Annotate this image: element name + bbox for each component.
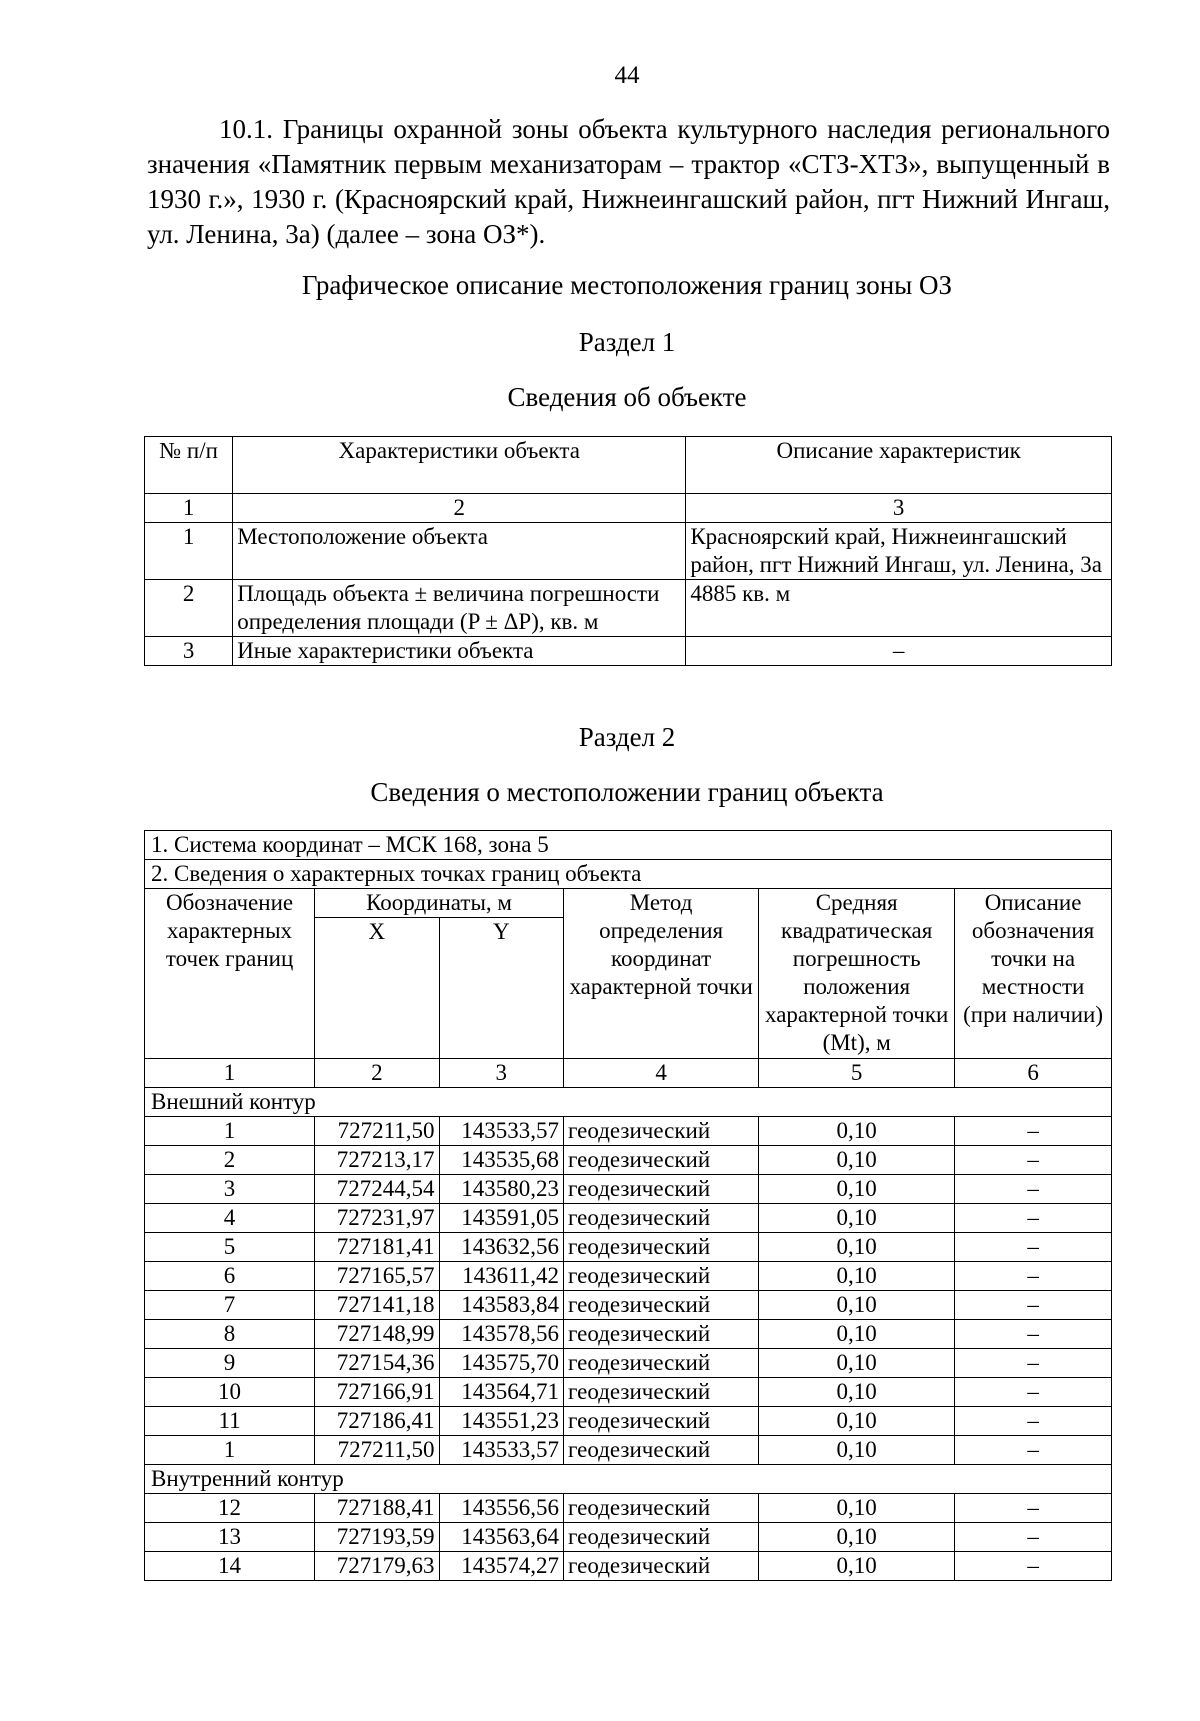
row-number: 3 bbox=[145, 637, 233, 666]
point-x: 727231,97 bbox=[315, 1204, 439, 1233]
row-number: 2 bbox=[145, 580, 233, 637]
table-row bbox=[145, 1175, 1112, 1204]
row-name: Площадь объекта ± величина погрешности определения площади (P ± ΔP), кв. м bbox=[233, 580, 686, 637]
point-y: 143632,56 bbox=[439, 1233, 563, 1262]
point-method: геодезический bbox=[564, 1117, 759, 1146]
points-title-row bbox=[145, 860, 1112, 889]
point-method: геодезический bbox=[564, 1349, 759, 1378]
col-number: 3 bbox=[686, 494, 1112, 523]
point-number: 7 bbox=[145, 1291, 315, 1320]
point-x: 727165,57 bbox=[315, 1262, 439, 1291]
point-number: 1 bbox=[145, 1117, 315, 1146]
row-name: Иные характеристики объекта bbox=[233, 637, 686, 666]
point-x: 727213,17 bbox=[315, 1146, 439, 1175]
table-row bbox=[145, 1523, 1112, 1552]
table-row bbox=[145, 1146, 1112, 1175]
point-method: геодезический bbox=[564, 1523, 759, 1552]
section2-title: Раздел 2 bbox=[578, 722, 676, 752]
point-x: 727188,41 bbox=[315, 1494, 439, 1523]
point-method: геодезический bbox=[564, 1262, 759, 1291]
point-error: 0,10 bbox=[759, 1349, 955, 1378]
point-y: 143574,27 bbox=[439, 1552, 563, 1581]
point-method: геодезический bbox=[564, 1407, 759, 1436]
header-point-description: Описание обозначения точки на местности (при наличии) bbox=[955, 889, 1112, 1059]
table-row bbox=[145, 1436, 1112, 1465]
header-description: Описание характеристик bbox=[686, 437, 1112, 494]
section1-subtitle: Сведения об объекте bbox=[507, 382, 747, 412]
table-row bbox=[145, 1320, 1112, 1349]
point-y: 143575,70 bbox=[439, 1349, 563, 1378]
point-number: 14 bbox=[145, 1552, 315, 1581]
point-number: 2 bbox=[145, 1146, 315, 1175]
inner-contour-label: Внутренний контур bbox=[145, 1465, 1112, 1494]
point-error: 0,10 bbox=[759, 1378, 955, 1407]
point-method: геодезический bbox=[564, 1320, 759, 1349]
inner-contour-body bbox=[145, 1494, 1112, 1581]
table-row bbox=[145, 1204, 1112, 1233]
row-name: Местоположение объекта bbox=[233, 523, 686, 580]
point-description: – bbox=[955, 1117, 1112, 1146]
point-error: 0,10 bbox=[759, 1523, 955, 1552]
point-description: – bbox=[955, 1523, 1112, 1552]
point-description: – bbox=[955, 1494, 1112, 1523]
outer-contour-label: Внешний контур bbox=[145, 1088, 1112, 1117]
point-y: 143551,23 bbox=[439, 1407, 563, 1436]
table-row bbox=[145, 1262, 1112, 1291]
header-x: X bbox=[315, 918, 439, 1059]
header-designation: Обозначение характерных точек границ bbox=[145, 889, 315, 1059]
col-number: 3 bbox=[439, 1059, 563, 1088]
intro-paragraph: 10.1. Границы охранной зоны объекта культурного наследия регионального значения «Памятник первым механизаторам – трактор «СТЗ-ХТЗ», выпущенный в 1930 г.», 1930 г. (Красноярский край, Нижнеингашский район, пгт Нижний Ингаш, ул. Ленина, 3а) (далее – зона ОЗ*). bbox=[147, 114, 1110, 249]
row-number: 1 bbox=[145, 523, 233, 580]
point-x: 727179,63 bbox=[315, 1552, 439, 1581]
point-y: 143535,68 bbox=[439, 1146, 563, 1175]
point-number: 10 bbox=[145, 1378, 315, 1407]
outer-contour-body bbox=[145, 1117, 1112, 1465]
point-number: 12 bbox=[145, 1494, 315, 1523]
col-number: 1 bbox=[145, 494, 233, 523]
point-method: геодезический bbox=[564, 1146, 759, 1175]
point-x: 727211,50 bbox=[315, 1117, 439, 1146]
point-error: 0,10 bbox=[759, 1175, 955, 1204]
table-row bbox=[145, 637, 1112, 666]
table-header-row bbox=[145, 889, 1112, 918]
point-y: 143578,56 bbox=[439, 1320, 563, 1349]
point-error: 0,10 bbox=[759, 1291, 955, 1320]
point-description: – bbox=[955, 1291, 1112, 1320]
point-y: 143564,71 bbox=[439, 1378, 563, 1407]
table-row bbox=[145, 1552, 1112, 1581]
point-number: 6 bbox=[145, 1262, 315, 1291]
col-number: 5 bbox=[759, 1059, 955, 1088]
col-number: 6 bbox=[955, 1059, 1112, 1088]
point-y: 143611,42 bbox=[439, 1262, 563, 1291]
point-method: геодезический bbox=[564, 1291, 759, 1320]
header-y: Y bbox=[439, 918, 563, 1059]
point-x: 727186,41 bbox=[315, 1407, 439, 1436]
point-error: 0,10 bbox=[759, 1233, 955, 1262]
point-y: 143583,84 bbox=[439, 1291, 563, 1320]
header-number: № п/п bbox=[145, 437, 233, 494]
header-coords: Координаты, м bbox=[315, 889, 564, 918]
point-y: 143580,23 bbox=[439, 1175, 563, 1204]
page-number: 44 bbox=[614, 62, 640, 89]
table-header-row bbox=[145, 437, 1112, 494]
point-number: 8 bbox=[145, 1320, 315, 1349]
point-description: – bbox=[955, 1407, 1112, 1436]
table-row bbox=[145, 1291, 1112, 1320]
boundary-points-table bbox=[144, 830, 1112, 1581]
point-method: геодезический bbox=[564, 1204, 759, 1233]
header-method: Метод определения координат характерной точки bbox=[564, 889, 759, 1059]
table-row bbox=[145, 580, 1112, 637]
points-title: 2. Сведения о характерных точках границ объекта bbox=[145, 860, 1112, 889]
point-number: 9 bbox=[145, 1349, 315, 1378]
point-y: 143533,57 bbox=[439, 1436, 563, 1465]
point-x: 727193,59 bbox=[315, 1523, 439, 1552]
point-x: 727181,41 bbox=[315, 1233, 439, 1262]
point-method: геодезический bbox=[564, 1233, 759, 1262]
point-number: 11 bbox=[145, 1407, 315, 1436]
point-y: 143533,57 bbox=[439, 1117, 563, 1146]
col-number: 1 bbox=[145, 1059, 315, 1088]
section1-title: Раздел 1 bbox=[578, 327, 676, 357]
point-method: геодезический bbox=[564, 1436, 759, 1465]
column-number-row bbox=[145, 1059, 1112, 1088]
row-value: 4885 кв. м bbox=[686, 580, 1112, 637]
header-characteristics: Характеристики объекта bbox=[233, 437, 686, 494]
table-row bbox=[145, 1378, 1112, 1407]
point-error: 0,10 bbox=[759, 1552, 955, 1581]
section2-subtitle: Сведения о местоположении границ объекта bbox=[370, 777, 884, 807]
row-value: – bbox=[686, 637, 1112, 666]
point-error: 0,10 bbox=[759, 1407, 955, 1436]
point-error: 0,10 bbox=[759, 1146, 955, 1175]
point-number: 13 bbox=[145, 1523, 315, 1552]
coord-system: 1. Система координат – МСК 168, зона 5 bbox=[145, 831, 1112, 860]
outer-contour-row bbox=[145, 1088, 1112, 1117]
point-description: – bbox=[955, 1320, 1112, 1349]
col-number: 2 bbox=[233, 494, 686, 523]
point-error: 0,10 bbox=[759, 1117, 955, 1146]
graphic-description-heading: Графическое описание местоположения границ зоны ОЗ bbox=[301, 270, 953, 300]
table-row bbox=[145, 523, 1112, 580]
inner-contour-row bbox=[145, 1465, 1112, 1494]
point-x: 727154,36 bbox=[315, 1349, 439, 1378]
header-error: Средняя квадратическая погрешность положения характерной точки (Mt), м bbox=[759, 889, 955, 1059]
point-description: – bbox=[955, 1436, 1112, 1465]
point-error: 0,10 bbox=[759, 1204, 955, 1233]
point-description: – bbox=[955, 1146, 1112, 1175]
point-x: 727211,50 bbox=[315, 1436, 439, 1465]
row-value: Красноярский край, Нижнеингашский район, пгт Нижний Ингаш, ул. Ленина, 3а bbox=[686, 523, 1112, 580]
point-description: – bbox=[955, 1262, 1112, 1291]
point-x: 727148,99 bbox=[315, 1320, 439, 1349]
table-row bbox=[145, 1494, 1112, 1523]
point-number: 4 bbox=[145, 1204, 315, 1233]
column-number-row bbox=[145, 494, 1112, 523]
table-row bbox=[145, 1349, 1112, 1378]
point-number: 1 bbox=[145, 1436, 315, 1465]
point-description: – bbox=[955, 1378, 1112, 1407]
point-description: – bbox=[955, 1349, 1112, 1378]
point-description: – bbox=[955, 1204, 1112, 1233]
point-y: 143563,64 bbox=[439, 1523, 563, 1552]
point-description: – bbox=[955, 1233, 1112, 1262]
point-y: 143591,05 bbox=[439, 1204, 563, 1233]
point-x: 727244,54 bbox=[315, 1175, 439, 1204]
coord-system-row bbox=[145, 831, 1112, 860]
table-row bbox=[145, 1117, 1112, 1146]
point-number: 3 bbox=[145, 1175, 315, 1204]
col-number: 4 bbox=[564, 1059, 759, 1088]
point-description: – bbox=[955, 1175, 1112, 1204]
point-method: геодезический bbox=[564, 1494, 759, 1523]
table-row bbox=[145, 1407, 1112, 1436]
point-error: 0,10 bbox=[759, 1494, 955, 1523]
point-method: геодезический bbox=[564, 1552, 759, 1581]
object-info-table bbox=[144, 436, 1112, 666]
col-number: 2 bbox=[315, 1059, 439, 1088]
point-x: 727141,18 bbox=[315, 1291, 439, 1320]
point-error: 0,10 bbox=[759, 1262, 955, 1291]
point-error: 0,10 bbox=[759, 1436, 955, 1465]
table-row bbox=[145, 1233, 1112, 1262]
point-y: 143556,56 bbox=[439, 1494, 563, 1523]
point-x: 727166,91 bbox=[315, 1378, 439, 1407]
point-method: геодезический bbox=[564, 1378, 759, 1407]
point-error: 0,10 bbox=[759, 1320, 955, 1349]
point-method: геодезический bbox=[564, 1175, 759, 1204]
point-number: 5 bbox=[145, 1233, 315, 1262]
point-description: – bbox=[955, 1552, 1112, 1581]
